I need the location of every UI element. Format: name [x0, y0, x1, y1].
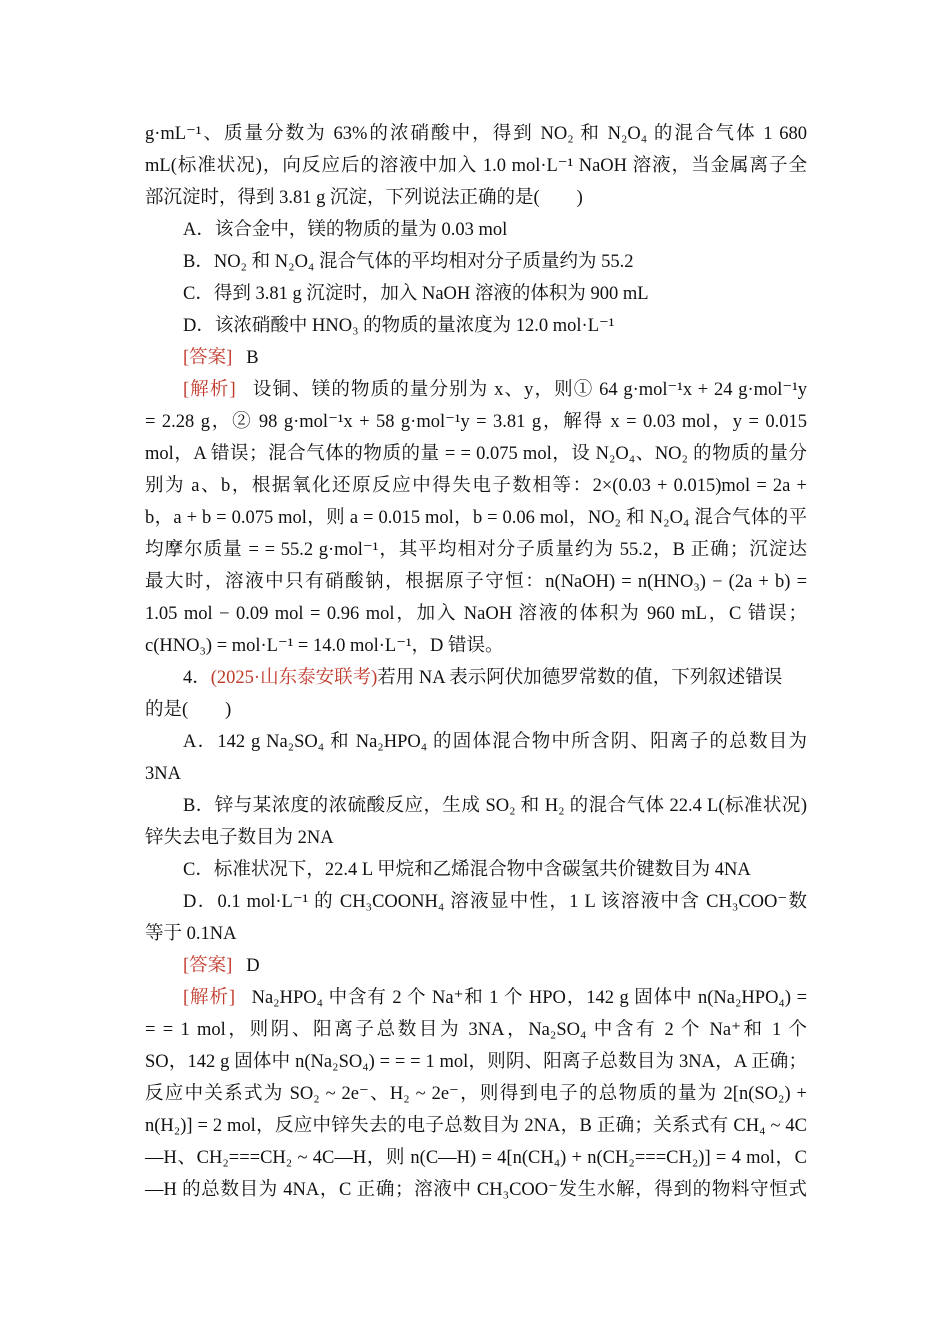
analysis-label: [解析] — [183, 380, 236, 400]
analysis-line — [183, 375, 807, 405]
question-4-stem — [183, 663, 807, 693]
text-line: 部沉淀时，得到 3.81 g 沉淀，下列说法正确的是( ) — [145, 188, 583, 208]
text-line: 等于 0.1NA — [145, 924, 237, 944]
question-source: (2025·山东泰安联考) — [210, 668, 378, 688]
text-line: —H 的总数目为 4NA，C 正确；溶液中 CH₃COO⁻发生水解，得到的物料守恒式 — [145, 1180, 807, 1200]
answer-line — [183, 951, 807, 981]
answer-line — [183, 343, 807, 373]
text-line: g·mL⁻¹、质量分数为 63%的浓硝酸中，得到 NO₂ 和 N₂O₄ 的混合气体 1 680 — [145, 124, 807, 144]
answer-value: D — [246, 956, 260, 976]
text-line: 的是( ) — [145, 700, 232, 720]
analysis-line — [183, 983, 807, 1013]
option-c: C．得到 3.81 g 沉淀时，加入 NaOH 溶液的体积为 900 mL — [183, 284, 649, 304]
text-line: 锌失去电子数目为 2NA — [145, 828, 334, 848]
text-line: 3NA — [145, 764, 181, 784]
question-number: 4． — [183, 668, 211, 688]
text-line: 1.05 mol − 0.09 mol = 0.96 mol，加入 NaOH 溶液的体积为 960 mL，C 错误； — [145, 604, 807, 624]
option-a: A．该合金中，镁的物质的量为 0.03 mol — [183, 220, 508, 240]
text-line: 别为 a、b，根据氧化还原反应中得失电子数相等：2×(0.03 + 0.015)mol = 2a + — [145, 476, 807, 496]
analysis-text: 设铜、镁的物质的量分别为 x、y，则① 64 g·mol⁻¹x + 24 g·mol⁻¹y — [252, 380, 807, 400]
text-line: 反应中关系式为 SO₂ ~ 2e⁻、H₂ ~ 2e⁻，则得到电子的总物质的量为 2[n(SO₂) + — [145, 1084, 807, 1104]
analysis-label: [解析] — [183, 988, 236, 1008]
option-b: B．NO₂ 和 N₂O₄ 混合气体的平均相对分子质量约为 55.2 — [183, 252, 634, 272]
text-line: —H、CH₂===CH₂ ~ 4C—H，则 n(C—H) = 4[n(CH₄) + n(CH₂===CH₂)] = 4 mol，C — [145, 1148, 807, 1168]
text-line: mL(标准状况)，向反应后的溶液中加入 1.0 mol·L⁻¹ NaOH 溶液，当金属离子全 — [145, 156, 807, 176]
text-line: c(HNO₃) = mol·L⁻¹ = 14.0 mol·L⁻¹，D 错误。 — [145, 636, 504, 656]
option-b: B．锌与某浓度的浓硫酸反应，生成 SO₂ 和 H₂ 的混合气体 22.4 L(标准状况) — [183, 796, 807, 816]
question-text: 若用 NA 表示阿伏加德罗常数的值，下列叙述错误 — [377, 668, 783, 688]
option-a: A．142 g Na₂SO₄ 和 Na₂HPO₄ 的固体混合物中所含阴、阳离子的总数目为 — [183, 732, 807, 752]
answer-label: [答案] — [183, 956, 233, 976]
text-line: = 2.28 g，② 98 g·mol⁻¹x + 58 g·mol⁻¹y = 3.81 g，解得 x = 0.03 mol，y = 0.015 — [145, 412, 807, 432]
analysis-text: Na₂HPO₄ 中含有 2 个 Na⁺和 1 个 HPO，142 g 固体中 n(Na₂HPO₄) = — [251, 988, 808, 1008]
text-line: mol，A 错误；混合气体的物质的量 = = 0.075 mol，设 N₂O₄、NO₂ 的物质的量分 — [145, 444, 807, 464]
text-line: SO，142 g 固体中 n(Na₂SO₄) = = = 1 mol，则阴、阳离子总数目为 3NA，A 正确； — [145, 1052, 807, 1072]
answer-label: [答案] — [183, 348, 233, 368]
text-line: b，a + b = 0.075 mol，则 a = 0.015 mol，b = 0.06 mol，NO₂ 和 N₂O₄ 混合气体的平 — [145, 508, 807, 528]
text-line: = = 1 mol，则阴、阳离子总数目为 3NA，Na₂SO₄ 中含有 2 个 Na⁺和 1 个 — [145, 1020, 807, 1040]
text-line: n(H₂)] = 2 mol，反应中锌失去的电子总数目为 2NA，B 正确；关系式有 CH₄ ~ 4C — [145, 1116, 807, 1136]
option-d: D．0.1 mol·L⁻¹ 的 CH₃COONH₄ 溶液显中性，1 L 该溶液中含 CH₃COO⁻数 — [183, 892, 807, 912]
answer-value: B — [246, 348, 259, 368]
text-line: 最大时，溶液中只有硝酸钠，根据原子守恒：n(NaOH) = n(HNO₃) − (2a + b) = — [145, 572, 807, 592]
option-c: C．标准状况下，22.4 L 甲烷和乙烯混合物中含碳氢共价键数目为 4NA — [183, 860, 751, 880]
text-line: 均摩尔质量 = = 55.2 g·mol⁻¹，其平均相对分子质量约为 55.2，B 正确；沉淀达 — [145, 540, 807, 560]
option-d: D．该浓硝酸中 HNO₃ 的物质的量浓度为 12.0 mol·L⁻¹ — [183, 316, 615, 336]
